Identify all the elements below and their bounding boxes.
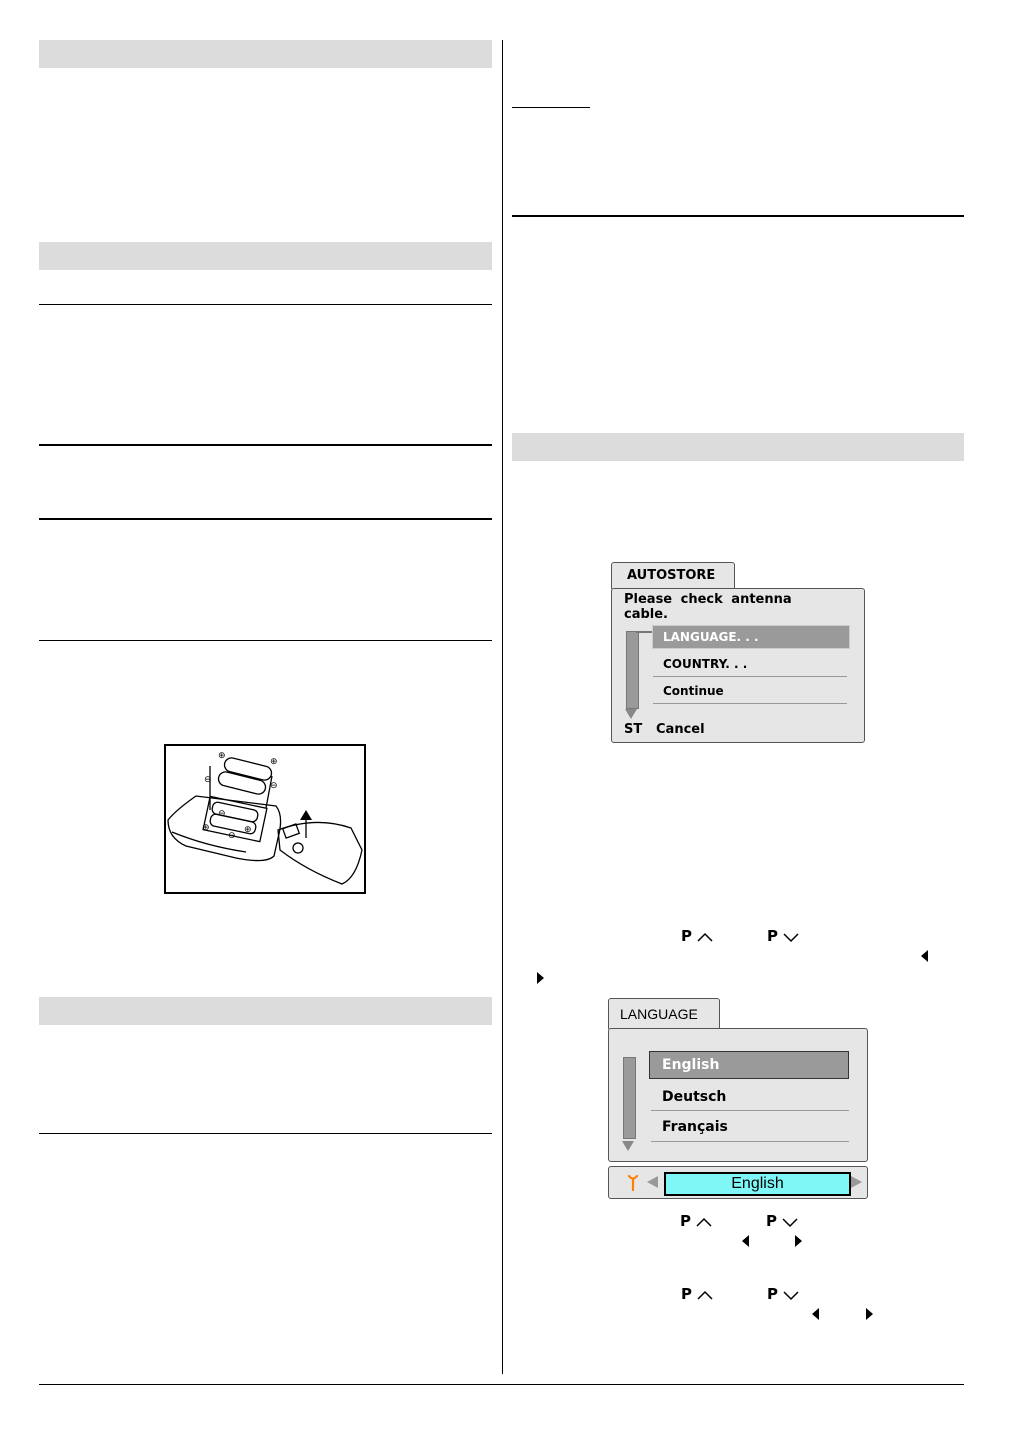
language-item-english-label: English [662,1057,720,1073]
divider [512,215,964,217]
key-p-up [680,1212,713,1231]
menu-item-language-highlight[interactable] [652,625,850,649]
menu-item-continue-label[interactable]: Continue [663,684,724,698]
divider [39,640,492,641]
scrollbar-track[interactable] [626,631,639,709]
triangle-right-icon [795,1235,802,1247]
triangle-right-icon [537,972,544,984]
remote-battery-drawing [166,746,364,892]
menu-item-language-label: LANGUAGE. . . [663,630,759,644]
triangle-left-icon [921,950,928,962]
svg-text:⊕: ⊕ [270,757,278,767]
menu-separator [653,676,847,677]
section-header-bar-2 [39,242,492,270]
value-left-arrow-icon[interactable] [647,1176,658,1188]
key-p-up-label: P [680,1212,691,1230]
scrollbar-track[interactable] [623,1057,636,1139]
chevron-up-icon [695,1216,713,1228]
section-header-bar-4 [512,433,964,461]
chevron-down-icon [782,931,800,943]
svg-text:⊖: ⊖ [218,809,226,819]
autostore-tab [611,562,735,589]
language-item-english-highlight[interactable] [649,1051,849,1079]
svg-text:⊕: ⊕ [218,751,226,761]
key-p-up-label: P [681,1285,692,1303]
key-p-down [766,1212,799,1231]
triangle-right-icon [866,1308,873,1320]
scroll-down-arrow-icon[interactable] [625,709,637,719]
key-p-down-label: P [767,1285,778,1303]
chevron-up-icon [696,931,714,943]
chevron-down-icon [781,1216,799,1228]
footer-rule [39,1384,964,1385]
language-item-francais-label[interactable]: Français [662,1119,728,1135]
divider [39,1133,492,1134]
language-value-text: English [731,1175,784,1192]
section-header-bar-3 [39,997,492,1025]
autostore-panel [611,588,865,743]
triangle-left-icon [742,1235,749,1247]
language-value-bar [608,1166,868,1199]
divider [39,304,492,305]
key-p-up-label: P [681,927,692,945]
svg-text:⊖: ⊖ [228,831,236,841]
svg-text:⊖: ⊖ [270,781,278,791]
triangle-left-icon [812,1308,819,1320]
section-header-bar-1 [39,40,492,68]
autostore-tab-label: AUTOSTORE [627,568,716,583]
key-p-up [681,1285,714,1304]
chevron-up-icon [696,1289,714,1301]
key-p-down [767,1285,800,1304]
menu-separator [651,1141,849,1142]
wrench-icon [627,1174,639,1192]
menu-item-country-label[interactable]: COUNTRY. . . [663,657,748,671]
divider [39,518,492,520]
column-separator [502,40,503,1374]
language-tab-label: LANGUAGE [620,1006,698,1022]
value-right-arrow-icon[interactable] [851,1176,862,1188]
scroll-down-arrow-icon[interactable] [622,1141,634,1151]
svg-text:⊕: ⊕ [202,823,210,833]
key-p-down [767,927,800,946]
menu-separator [653,703,847,704]
menu-separator [651,1110,849,1111]
language-item-deutsch-label[interactable]: Deutsch [662,1089,727,1105]
underline-mark [512,107,590,108]
cancel-label[interactable]: Cancel [656,722,705,737]
svg-text:⊕: ⊕ [244,825,252,835]
autostore-message: Please check antenna cable. [624,592,792,622]
chevron-down-icon [782,1289,800,1301]
svg-text:⊖: ⊖ [204,775,212,785]
language-value-box[interactable] [664,1172,851,1196]
divider [39,444,492,446]
language-tab [608,998,720,1029]
battery-insertion-illustration [164,744,366,894]
language-panel [608,1028,868,1162]
key-p-up [681,927,714,946]
key-p-down-label: P [766,1212,777,1230]
cancel-key-label: ST [624,722,643,737]
key-p-down-label: P [767,927,778,945]
